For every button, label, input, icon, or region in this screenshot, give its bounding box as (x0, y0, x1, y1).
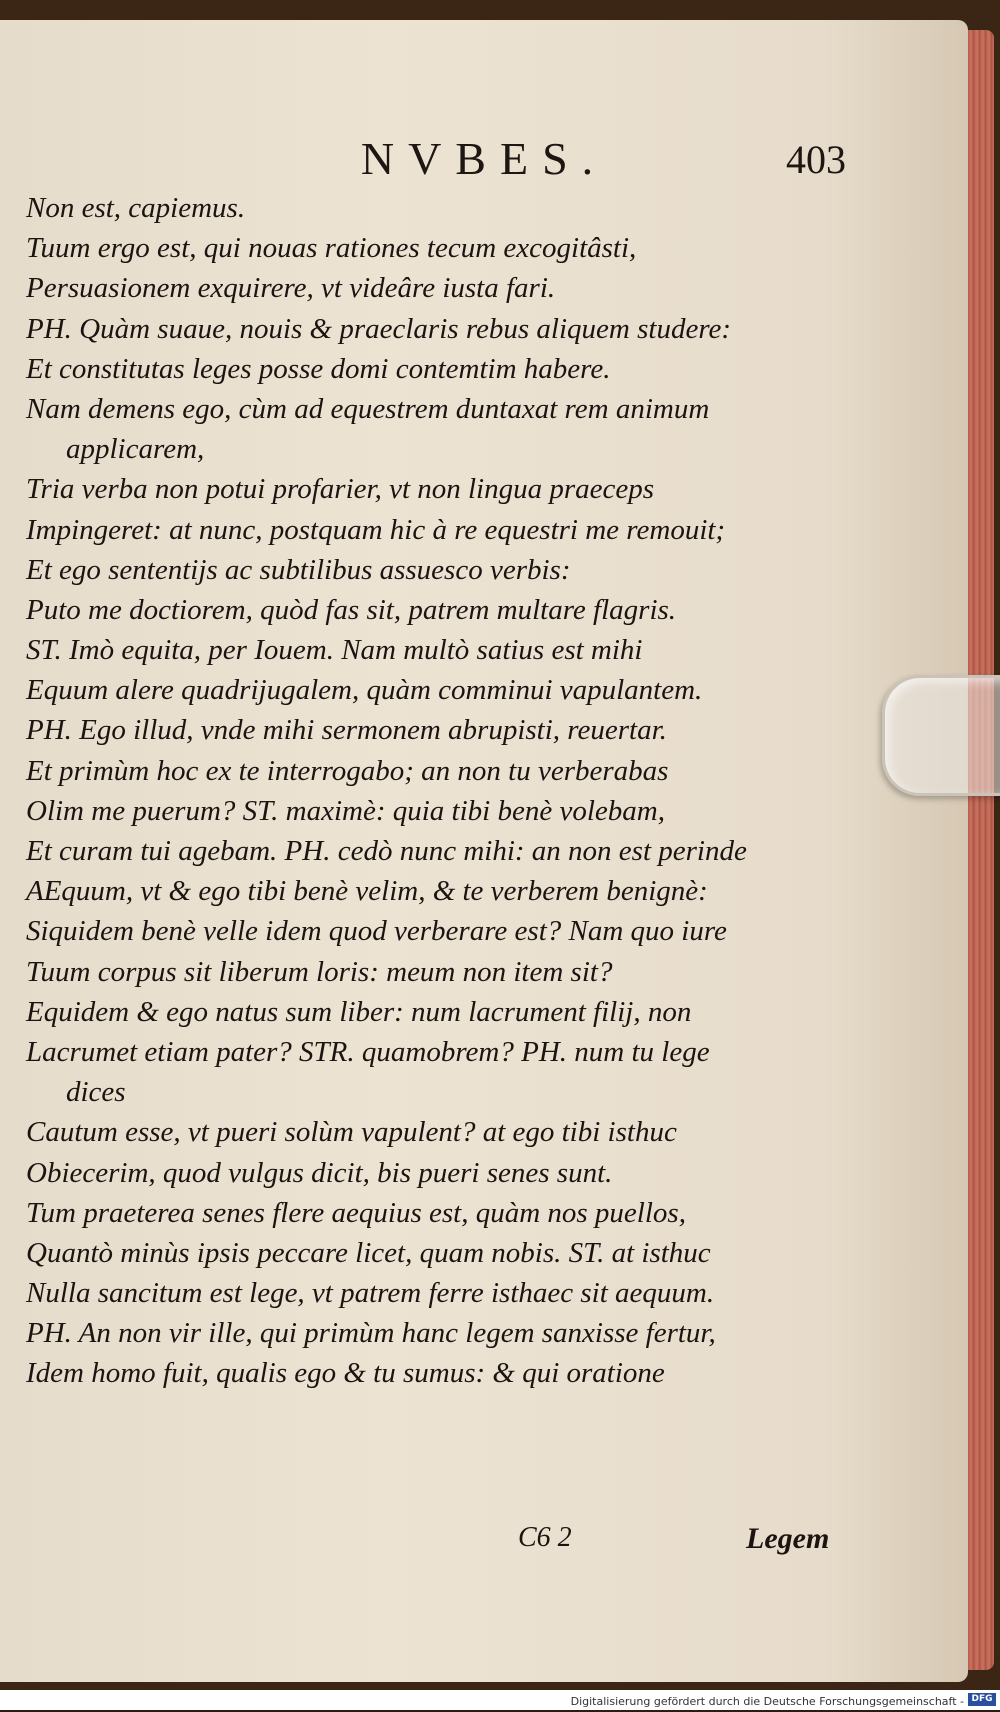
text-line: Olim me puerum? ST. maximè: quia tibi benè volebam, (26, 794, 665, 827)
footer-bar (0, 1690, 1000, 1710)
text-line: applicarem, (66, 433, 205, 466)
text-line: Puto me doctiorem, quòd fas sit, patrem multare flagris. (26, 593, 677, 626)
text-line: ST. Imò equita, per Iouem. Nam multò satius est mihi (26, 634, 643, 667)
page-number: 403 (786, 137, 846, 182)
text-line: Obiecerim, quod vulgus dicit, bis pueri senes sunt. (26, 1156, 613, 1189)
text-line: Tuum corpus sit liberum loris: meum non item sit? (26, 955, 613, 988)
text-line: Quantò minùs ipsis peccare licet, quam nobis. ST. at isthuc (26, 1236, 711, 1269)
text-line: Et curam tui agebam. PH. cedò nunc mihi: an non est perinde (26, 835, 747, 867)
text-line: Lacrumet etiam pater? STR. quamobrem? PH. num tu lege (26, 1035, 710, 1068)
running-head: NVBES. (360, 133, 608, 184)
text-line: Siquidem benè velle idem quod verberare est? Nam quo iure (26, 915, 727, 948)
text-line: Tum praeterea senes flere aequius est, quàm nos puellos, (26, 1196, 686, 1229)
text-line: Tuum ergo est, qui nouas rationes tecum excogitâsti, (26, 232, 637, 265)
text-line: Nulla sancitum est lege, vt patrem ferre isthaec sit aequum. (26, 1277, 715, 1310)
text-line: Impingeret: at nunc, postquam hic à re equestri me remouit; (26, 513, 726, 546)
text-line: Et ego sententijs ac subtilibus assuesco verbis: (26, 553, 571, 586)
footer-credit: Digitalisierung gefördert durch die Deutsche Forschungsgemeinschaft - (570, 1695, 964, 1708)
text-block (26, 188, 856, 1394)
text-line: dices (66, 1076, 126, 1109)
text-line: Equidem & ego natus sum liber: num lacrument filij, non (26, 995, 692, 1028)
text-line: Equum alere quadrijugalem, quàm comminui vapulantem. (26, 674, 703, 707)
text-line: Et primùm hoc ex te interrogabo; an non tu verberabas (26, 754, 669, 787)
text-line: Nam demens ego, cùm ad equestrem duntaxat rem animum (26, 392, 710, 425)
text-line: Idem homo fuit, qualis ego & tu sumus: & qui oratione (26, 1357, 665, 1390)
dfg-logo-icon: DFG (968, 1693, 996, 1706)
text-line: AEquum, vt & ego tibi benè velim, & te verberem benignè: (26, 875, 708, 908)
text-line: PH. Quàm suaue, nouis & praeclaris rebus aliquem studere: (26, 312, 732, 345)
text-line: Non est, capiemus. (26, 192, 246, 224)
page-edge (968, 30, 994, 1670)
catchword: Legem (746, 1522, 830, 1555)
text-line: PH. Ego illud, vnde mihi sermonem abrupisti, reuertar. (26, 714, 667, 747)
text-line: Et constitutas leges posse domi contemtim habere. (26, 352, 611, 385)
text-line: Persuasionem exquirere, vt videâre iusta fari. (26, 272, 556, 305)
page-clip (882, 675, 1000, 796)
text-line: PH. An non vir ille, qui primùm hanc legem sanxisse fertur, (26, 1317, 716, 1350)
text-line: Cautum esse, vt pueri solùm vapulent? at ego tibi isthuc (26, 1116, 677, 1149)
text-line: Tria verba non potui profarier, vt non lingua praeceps (26, 473, 655, 506)
book-page (0, 20, 968, 1682)
signature-mark: C6 2 (518, 1522, 572, 1553)
